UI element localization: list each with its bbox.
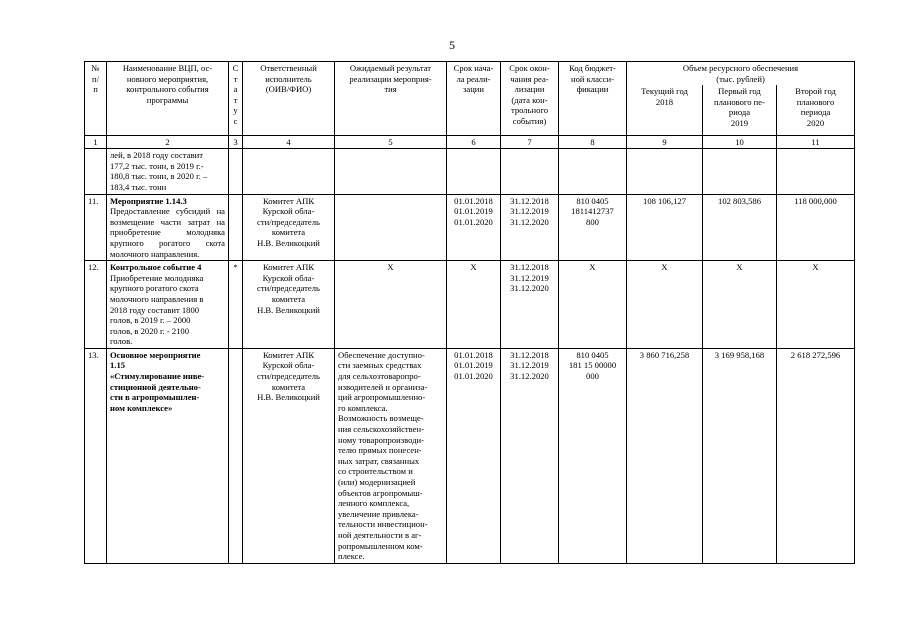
header-col-start: Срок нача- ла реали- зации	[447, 62, 501, 136]
row-end	[501, 149, 559, 194]
header-col-name: Наименование ВЦП, ос- новного мероприятия, контрольного события программы	[107, 62, 229, 136]
row-responsible	[243, 149, 335, 194]
row-responsible: Комитет АПК Курской обла- сти/председатель комитета Н.В. Великоцкий	[243, 348, 335, 563]
row-2018: 108 106,127	[627, 194, 703, 261]
col-number: 9	[627, 136, 703, 149]
page-number: 5	[449, 38, 455, 52]
header-col-2018: Текущий год 2018	[627, 85, 703, 136]
col-number: 3	[229, 136, 243, 149]
header-col-result: Ожидаемый результат реализации мероприя- тия	[335, 62, 447, 136]
header-col-number: № п/ п	[85, 62, 107, 136]
col-number: 1	[85, 136, 107, 149]
row-result	[335, 149, 447, 194]
col-number: 5	[335, 136, 447, 149]
col-number: 11	[777, 136, 855, 149]
row-status	[229, 194, 243, 261]
row-code	[559, 149, 627, 194]
row-name-cell	[107, 261, 229, 349]
row-end: 31.12.2018 31.12.2019 31.12.2020	[501, 261, 559, 349]
row-2018: 3 860 716,258	[627, 348, 703, 563]
row-status	[229, 149, 243, 194]
row-name-cell	[107, 194, 229, 261]
row-end: 31.12.2018 31.12.2019 31.12.2020	[501, 194, 559, 261]
row-code: 810 0405 181 15 00000 000	[559, 348, 627, 563]
col-number: 2	[107, 136, 229, 149]
row-status: *	[229, 261, 243, 349]
row-name-title: Мероприятие 1.14.3	[110, 195, 187, 206]
col-number: 10	[703, 136, 777, 149]
row-name-title: Контрольное событие 4	[110, 262, 202, 273]
row-2018: Х	[627, 261, 703, 349]
row-name-cell	[107, 348, 229, 563]
row-number: 12.	[85, 261, 107, 349]
col-number: 7	[501, 136, 559, 149]
header-col-status: С т а т у с	[229, 62, 243, 136]
table-row	[85, 261, 855, 349]
header-col-2020: Второй год планового периода 2020	[777, 85, 855, 136]
col-number: 6	[447, 136, 501, 149]
row-2019: 3 169 958,168	[703, 348, 777, 563]
row-responsible: Комитет АПК Курской обла- сти/председатель комитета Н.В. Великоцкий	[243, 194, 335, 261]
row-start: Х	[447, 261, 501, 349]
row-2020	[777, 149, 855, 194]
program-table	[84, 61, 855, 564]
column-numbers-row	[85, 136, 855, 149]
row-2019: 102 803,586	[703, 194, 777, 261]
header-col-end: Срок окон- чания реа- лизации (дата кон- трольного события)	[501, 62, 559, 136]
header-row	[85, 62, 855, 86]
table-row	[85, 149, 855, 194]
row-2020: 2 618 272,596	[777, 348, 855, 563]
row-number: 11.	[85, 194, 107, 261]
row-name: Предоставление субсидий на возмещение части затрат на приобретение молодняка крупного рогатого скота молочного направления.	[110, 206, 225, 259]
row-result: Обеспечение доступно- сти заемных средствах для сельхозтоваропро- изводителей и организа- ций агропромышленно- го комплекса. Возможность возмеще- ния сельскохозяйствен- ному товаропроизводи- телю прямых понесен- ных затрат, связанных со строительством и (или) модернизацией объектов агропромыш- ленного комплекса, увеличение привлека- тельности инвестицион- ной деятельности в аг- ропромышленном ком- плексе.	[335, 348, 447, 563]
row-2020: Х	[777, 261, 855, 349]
table-row	[85, 348, 855, 563]
row-start	[447, 149, 501, 194]
row-2020: 118 000,000	[777, 194, 855, 261]
header-col-responsible: Ответственный исполнитель (ОИВ/ФИО)	[243, 62, 335, 136]
row-result: Х	[335, 261, 447, 349]
row-responsible: Комитет АПК Курской обла- сти/председатель комитета Н.В. Великоцкий	[243, 261, 335, 349]
row-number: 13.	[85, 348, 107, 563]
col-number: 8	[559, 136, 627, 149]
row-start: 01.01.2018 01.01.2019 01.01.2020	[447, 194, 501, 261]
header-col-code: Код бюджет- ной класси- фикации	[559, 62, 627, 136]
row-code: 810 0405 1811412737 800	[559, 194, 627, 261]
row-2019: Х	[703, 261, 777, 349]
row-status	[229, 348, 243, 563]
row-2018	[627, 149, 703, 194]
row-name: лей, в 2018 году составит 177,2 тыс. тонн, в 2019 г.- 180,8 тыс. тонн, в 2020 г. – 183,4 тыс. тонн	[107, 149, 229, 194]
row-name: Приобретение молодняка крупного рогатого скота молочного направления в 2018 году составит 1800 голов, в 2019 г. – 2000 голов, в 2020 г. - 2100 голов.	[110, 272, 204, 347]
header-resources-group: Объем ресурсного обеспечения (тыс. рублей)	[627, 62, 855, 86]
row-result	[335, 194, 447, 261]
row-start: 01.01.2018 01.01.2019 01.01.2020	[447, 348, 501, 563]
row-2019	[703, 149, 777, 194]
table-row	[85, 194, 855, 261]
row-name-title: Основное мероприятие 1.15 «Стимулирование инве- стиционной деятельно- сти в агропромышлен- ном комплексе»	[110, 349, 205, 413]
row-end: 31.12.2018 31.12.2019 31.12.2020	[501, 348, 559, 563]
row-number	[85, 149, 107, 194]
row-code: Х	[559, 261, 627, 349]
col-number: 4	[243, 136, 335, 149]
header-col-2019: Первый год планового пе- риода 2019	[703, 85, 777, 136]
